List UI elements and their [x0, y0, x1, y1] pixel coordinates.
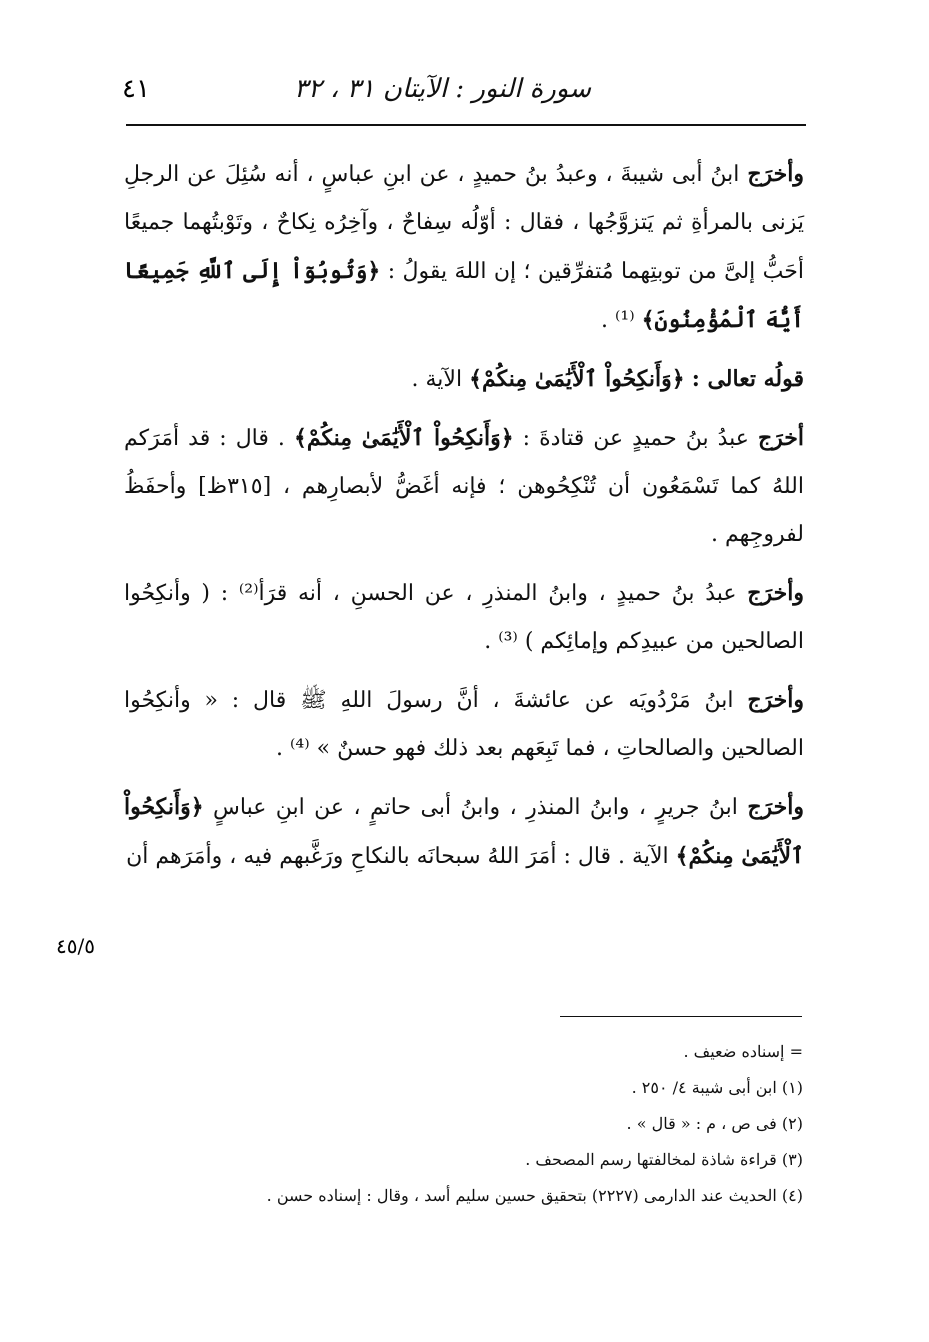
narration-lead: وأخرَج — [747, 794, 804, 820]
paragraph-text: عبدُ بنُ حميدٍ ، وابنُ المنذرِ ، عن الحسنِ ، أنه قرَأ⁽²⁾ : ( وأنكِحُوا الصالحين من عبيدِكم وإمائِكم ) ⁽³⁾ . — [124, 581, 804, 654]
header-divider — [126, 124, 806, 126]
narration-lead: أخرَج — [757, 425, 804, 451]
running-header-title: سورة النور : الآيتان ٣١ ، ٣٢ — [293, 74, 591, 104]
page-number: ٤١ — [122, 74, 150, 104]
paragraph-tail: الآية . — [411, 367, 470, 392]
footnote-divider — [560, 1016, 802, 1017]
paragraph-4 — [124, 569, 804, 666]
paragraph-tail: ⁽¹⁾ . — [601, 308, 642, 333]
paragraph-3 — [124, 414, 804, 559]
paragraph-tail: . قال : قد أمَرَكم اللهُ كما تَسْمَعُون أن تُنْكِحُوهن ؛ فإنه أغَضُّ لأبصارِهم ، [٣١٥ظ] وأحفَظُ لفروجِهم . — [124, 426, 804, 547]
paragraph-text: ابنُ مَرْدُويَه عن عائشةَ ، أنَّ رسولَ اللهِ ﷺ قال : « وأنكِحُوا الصالحين والصالحاتِ ، فما تَبِعَهم بعد ذلك فهو حسنٌ » ⁽⁴⁾ . — [124, 688, 804, 761]
paragraph-text: عبدُ بنُ حميدٍ عن قتادةَ : — [513, 426, 758, 451]
quran-verse: ﴿وَأَنكِحُواْ ٱلْأَيَٰمَىٰ مِنكُمْ﴾ — [293, 425, 514, 451]
narration-lead: وأخرَج — [747, 687, 804, 713]
quran-verse: ﴿وَأَنكِحُواْ ٱلْأَيَٰمَىٰ مِنكُمْ﴾ — [124, 794, 804, 869]
paragraph-tail: الآية . قال : أمَرَ اللهُ سبحانَه بالنكاحِ ورَغَّبهم فيه ، وأمَرَهم أن — [126, 844, 676, 869]
paragraph-2 — [124, 355, 804, 404]
narration-lead: وأخرَج — [747, 580, 804, 606]
quran-verse: ﴿وَتُوبُوٓاْ إِلَى ٱللَّهِ جَمِيعًا أَيُّهَ ٱلْمُؤْمِنُونَ﴾ — [124, 258, 804, 333]
paragraph-5 — [124, 676, 804, 773]
paragraph-1 — [124, 150, 804, 345]
footnote: (٣) قراءة شاذة لمخالفتها رسم المصحف . — [525, 1150, 803, 1169]
footnote: = إسناده ضعيف . — [683, 1042, 803, 1061]
verse-heading: قولُه تعالى : — [691, 366, 804, 392]
quran-verse: ﴿وَأَنكِحُواْ ٱلْأَيَٰمَىٰ مِنكُمْ﴾ — [469, 366, 685, 392]
margin-page-reference: ٤٥/٥ — [56, 934, 95, 958]
footnote: (٤) الحديث عند الدارمى (٢٢٢٧) بتحقيق حسين سليم أسد ، وقال : إسناده حسن . — [266, 1186, 803, 1205]
main-text — [124, 150, 804, 891]
footnotes — [113, 1034, 803, 1214]
footnote: (٢) فى ص ، م : « قال » . — [626, 1114, 803, 1133]
narration-lead: وأخرَج — [747, 161, 804, 187]
paragraph-6 — [124, 783, 804, 881]
paragraph-text — [685, 367, 692, 392]
paragraph-text: ابنُ أبى شيبةَ ، وعبدُ بنُ حميدٍ ، عن ابنِ عباسٍ ، أنه سُئِلَ عن الرجلِ يَزنى بالمرأةِ ثم يَتزوَّجُها ، فقال : أوّلُه سِفاحٌ ، وآخِرُه نِكاحٌ ، وتَوْبتُهما جميعًا أحَبُّ إلىَّ من توبتِهما مُتفرِّقين ؛ إن اللهَ يقولُ : — [124, 162, 804, 284]
paragraph-text: ابنُ جريرٍ ، وابنُ المنذرِ ، وابنُ أبى حاتمٍ ، عن ابنِ عباسٍ — [203, 795, 748, 820]
footnote: (١) ابن أبى شيبة ٤/ ٢٥٠ . — [631, 1078, 803, 1097]
